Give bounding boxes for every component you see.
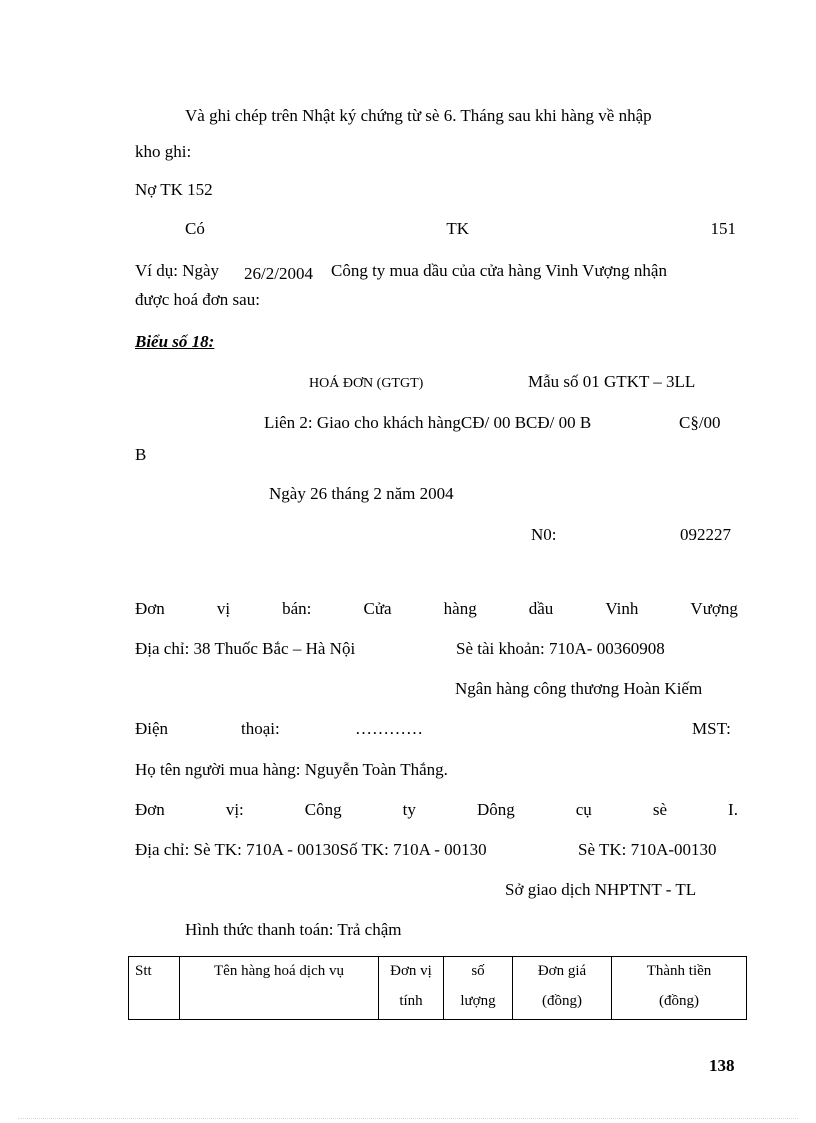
header-text: tính (399, 993, 423, 1009)
seller-phone-label2: thoại: (241, 719, 280, 738)
seller-phone-value: ………… (355, 719, 423, 738)
page-divider (18, 1118, 798, 1119)
credit-word: TK (446, 219, 469, 238)
header-cell (180, 957, 379, 1020)
seller-word: Đơn (135, 599, 165, 618)
invoice-number-label: N0: (531, 525, 557, 544)
buyer-account: Sè TK: 710A-00130 (578, 840, 717, 859)
header-cell (129, 957, 180, 1020)
invoice-date: Ngày 26 tháng 2 năm 2004 (269, 484, 454, 503)
form-title: Biểu số 18: (135, 332, 215, 351)
seller-word: bán: (282, 599, 312, 618)
seller-word: Vượng (690, 599, 738, 618)
table-header-row (129, 957, 747, 1020)
header-cell (379, 957, 444, 1020)
seller-word: dầu (528, 599, 554, 618)
example-text: Công ty mua dầu của cửa hàng Vinh Vượng nhận (331, 261, 667, 280)
seller-phone-label: Điện (135, 719, 169, 738)
seller-address: Địa chỉ: 38 Thuốc Bắc – Hà Nội (135, 639, 356, 658)
buyer-word: Dông (476, 800, 515, 819)
seller-word: vị (216, 599, 231, 618)
seller-word: Cửa (363, 599, 392, 618)
buyer-unit (135, 800, 738, 820)
buyer-word: vị: (225, 800, 244, 819)
invoice-code-wrap: B (135, 445, 147, 464)
paragraph-text: Và ghi chép trên Nhật ký chứng từ sè 6. Tháng sau khi hàng về nhập (185, 106, 652, 125)
header-text: Đơn giá (537, 963, 587, 979)
header-text: Thành tiền (646, 963, 712, 979)
credit-entry (185, 219, 736, 239)
buyer-word: I. (728, 800, 738, 819)
buyer-word: Đơn (135, 800, 165, 819)
buyer-word: ty (402, 800, 416, 819)
invoice-number-value: 092227 (680, 525, 731, 544)
buyer-word: cụ (575, 800, 592, 819)
buyer-bank: Sở giao dịch NHPTNT - TL (505, 880, 697, 899)
invoice-code-suffix: C§/00 (679, 413, 721, 432)
header-text: lượng (460, 993, 496, 1009)
header-cell (444, 957, 513, 1020)
invoice-form-code: Mẫu số 01 GTKT – 3LL (528, 372, 696, 391)
header-text: Tên hàng hoá dịch vụ (214, 963, 344, 979)
header-text: (đồng) (659, 993, 699, 1009)
header-text: Stt (135, 963, 152, 979)
invoice-heading: HOÁ ĐƠN (GTGT) (309, 376, 424, 391)
page-number: 138 (709, 1056, 735, 1075)
payment-method: Hình thức thanh toán: Trả chậm (185, 920, 402, 939)
seller-word: hàng (443, 599, 477, 618)
buyer-word: sè (652, 800, 667, 819)
seller-account: Sè tài khoản: 710A- 00360908 (456, 639, 665, 658)
header-text: Đơn vị (390, 963, 432, 979)
header-text: số (471, 963, 485, 979)
header-cell (612, 957, 747, 1020)
credit-word: Có (185, 219, 205, 238)
seller-word: Vinh (605, 599, 639, 618)
header-cell (513, 957, 612, 1020)
buyer-address: Địa chỉ: Sè TK: 710A - 00130Số TK: 710A - 00130 (135, 840, 487, 859)
seller-bank: Ngân hàng công thương Hoàn Kiếm (455, 679, 703, 698)
example-prefix: Ví dụ: Ngày (135, 261, 220, 280)
seller-tax-label: MST: (692, 719, 731, 738)
buyer-name: Họ tên người mua hàng: Nguyễn Toàn Thắng. (135, 760, 448, 779)
example-line2: được hoá đơn sau: (135, 290, 260, 309)
items-table (128, 956, 747, 1020)
example-date: 26/2/2004 (244, 264, 313, 283)
paragraph-line (135, 106, 738, 126)
paragraph-line: kho ghi: (135, 142, 192, 161)
buyer-word: Công (304, 800, 342, 819)
credit-word: 151 (710, 219, 736, 238)
invoice-copy-line: Liên 2: Giao cho khách hàngCĐ/ 00 BCĐ/ 00 B (264, 413, 592, 432)
debit-entry: Nợ TK 152 (135, 180, 213, 199)
header-text: (đồng) (542, 993, 582, 1009)
seller-unit (135, 599, 738, 619)
